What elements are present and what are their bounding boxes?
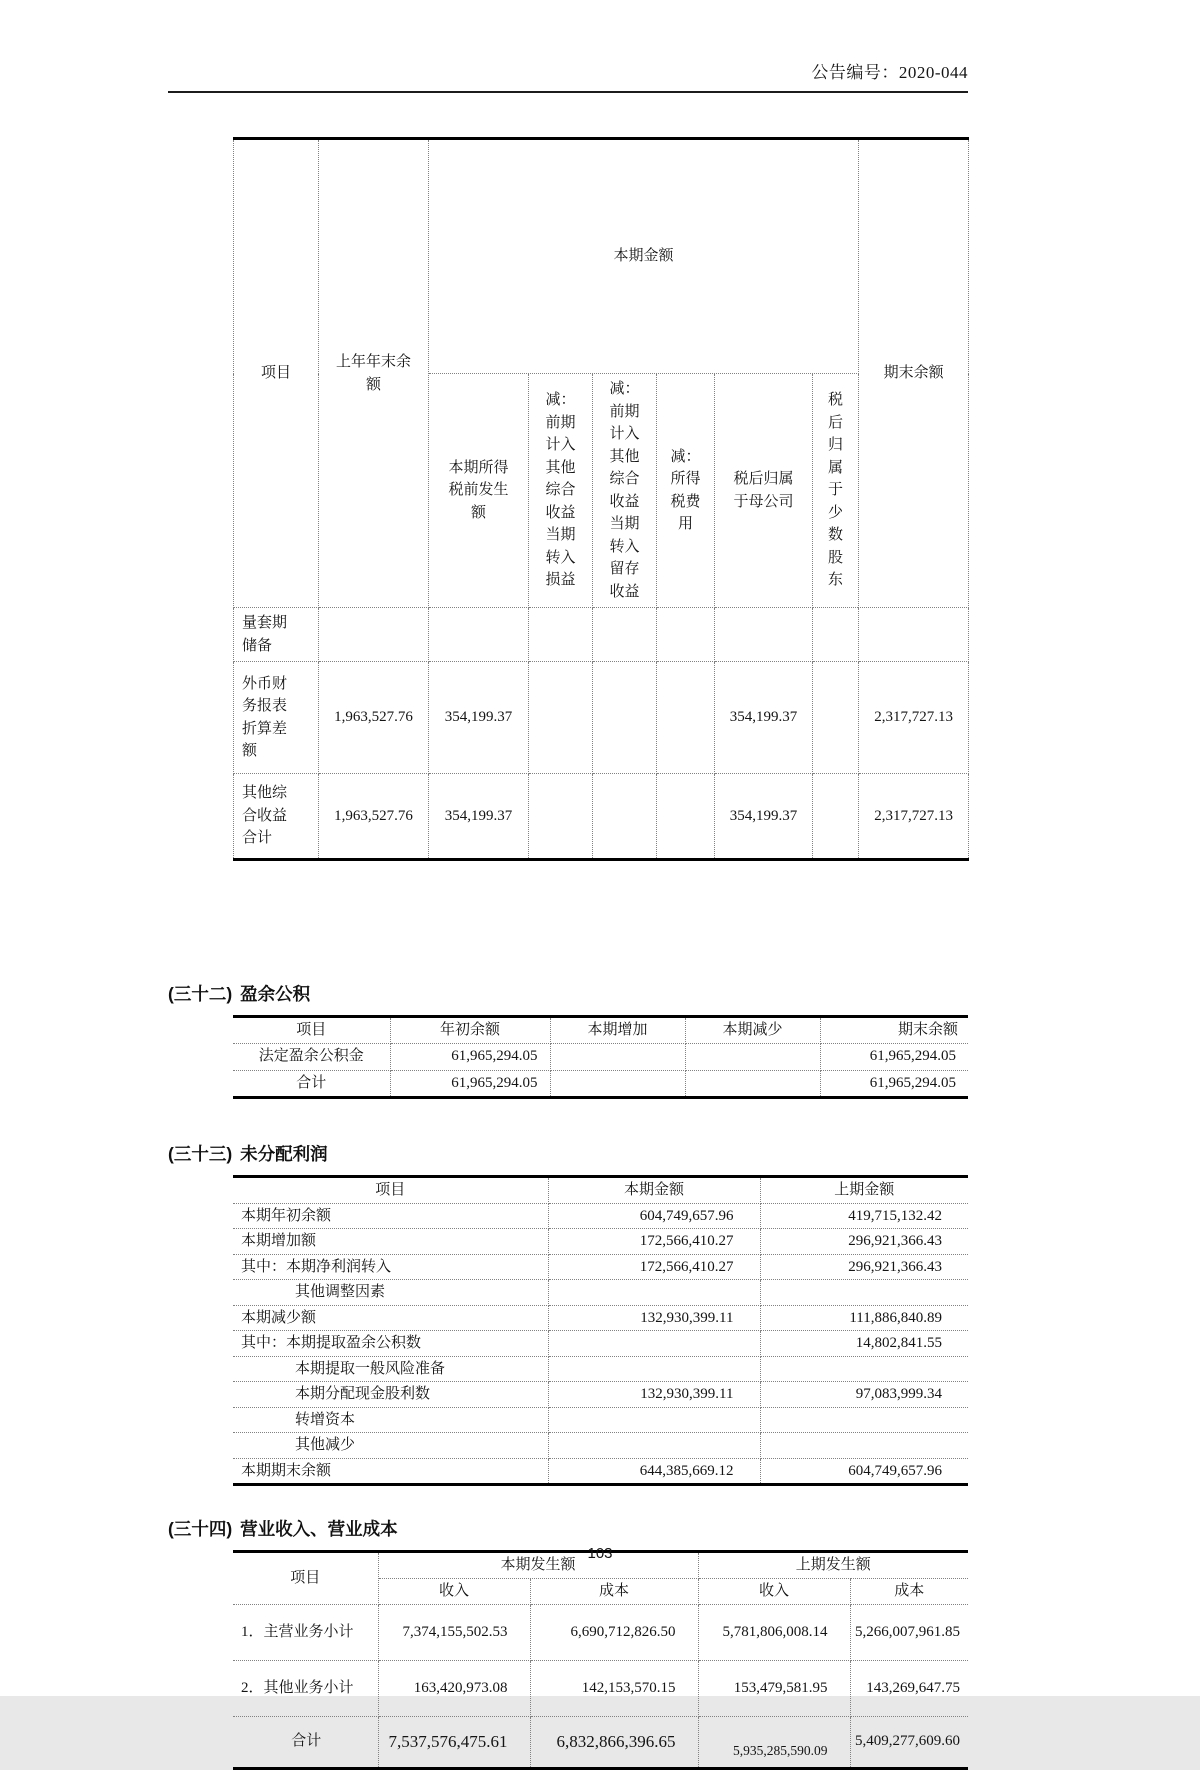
col-header-prior-year-end: 上年年末余额 (319, 139, 429, 608)
cell-value (548, 1407, 760, 1433)
row-label: 1．主营业务小计 (233, 1604, 378, 1660)
cell-value (760, 1280, 968, 1306)
cell-value: 1,963,527.76 (319, 774, 429, 860)
col-header-less-transfer-pl: 减：前期计入其他综合收益当期转入损益 (529, 374, 593, 608)
col-header-cost-prior: 成本 (850, 1578, 968, 1604)
cell-value (657, 608, 715, 662)
cell-value: 2,317,727.13 (859, 662, 969, 774)
col-header-item: 项目 (233, 1017, 390, 1044)
cell-value (548, 1356, 760, 1382)
table-row (234, 774, 969, 860)
cell-value: 296,921,366.43 (760, 1229, 968, 1255)
col-header-increase: 本期增加 (550, 1017, 685, 1044)
section-heading-surplus-reserve (168, 981, 968, 1006)
cell-value: 61,965,294.05 (820, 1043, 968, 1070)
row-label: 外币财务报表折算差额 (234, 662, 319, 774)
cell-value: 142,153,570.15 (530, 1660, 698, 1716)
cell-value (760, 1433, 968, 1459)
cell-value: 6,690,712,826.50 (530, 1604, 698, 1660)
row-label: 本期分配现金股利数 (233, 1382, 548, 1408)
header-rule (168, 91, 968, 93)
cell-value (319, 608, 429, 662)
cell-value (813, 608, 859, 662)
col-header-current-period: 本期金额 (548, 1176, 760, 1203)
cell-value (593, 662, 657, 774)
cell-value: 7,374,155,502.53 (378, 1604, 530, 1660)
col-header-period-end: 期末余额 (859, 139, 969, 608)
table-row (233, 1458, 968, 1485)
oci-header-row (234, 139, 969, 374)
row-label: 合计 (233, 1070, 390, 1097)
cell-value: 61,965,294.05 (820, 1070, 968, 1097)
announcement-number: 公告编号：2020-044 (811, 63, 968, 82)
table-row (233, 1070, 968, 1097)
cell-value (429, 608, 529, 662)
row-label: 其中：本期提取盈余公积数 (233, 1331, 548, 1357)
retained-earnings-table (233, 1175, 968, 1487)
table-row (233, 1356, 968, 1382)
row-label: 法定盈余公积金 (233, 1043, 390, 1070)
cell-value: 354,199.37 (715, 774, 813, 860)
table-row (233, 1203, 968, 1229)
cell-value: 296,921,366.43 (760, 1254, 968, 1280)
row-label: 转增资本 (233, 1407, 548, 1433)
cell-value: 2,317,727.13 (859, 774, 969, 860)
col-header-current-period-group: 本期金额 (429, 139, 859, 374)
cell-value (657, 774, 715, 860)
surplus-header-row (233, 1017, 968, 1044)
row-label: 其他综合收益合计 (234, 774, 319, 860)
cell-value (548, 1433, 760, 1459)
row-label: 其他调整因素 (233, 1280, 548, 1306)
cell-value: 111,886,840.89 (760, 1305, 968, 1331)
row-label: 量套期储备 (234, 608, 319, 662)
col-header-income-current: 收入 (378, 1578, 530, 1604)
cell-value: 5,781,806,008.14 (698, 1604, 850, 1660)
table-row (233, 1305, 968, 1331)
revenue-cost-table (233, 1550, 968, 1770)
section-heading-retained-earnings (168, 1141, 968, 1166)
col-header-item: 项目 (233, 1552, 378, 1605)
table-row (234, 662, 969, 774)
cell-value (859, 608, 969, 662)
cell-value: 419,715,132.42 (760, 1203, 968, 1229)
row-label: 本期期末余额 (233, 1458, 548, 1485)
cell-value: 644,385,669.12 (548, 1458, 760, 1485)
cell-value: 354,199.37 (429, 662, 529, 774)
cell-value (760, 1407, 968, 1433)
section-number: (三十二) (168, 984, 233, 1004)
cell-value: 6,832,866,396.65 (530, 1716, 698, 1768)
cell-value: 163,420,973.08 (378, 1660, 530, 1716)
col-header-decrease: 本期减少 (685, 1017, 820, 1044)
cell-value (813, 774, 859, 860)
cell-value: 97,083,999.34 (760, 1382, 968, 1408)
cell-value: 604,749,657.96 (760, 1458, 968, 1485)
surplus-reserve-table (233, 1015, 968, 1099)
cell-value (685, 1070, 820, 1097)
table-row (233, 1331, 968, 1357)
row-label: 2．其他业务小计 (233, 1660, 378, 1716)
table-row (233, 1407, 968, 1433)
cell-value: 354,199.37 (429, 774, 529, 860)
cell-value: 14,802,841.55 (760, 1331, 968, 1357)
section-heading-revenue-cost (168, 1516, 968, 1541)
cell-value: 5,266,007,961.85 (850, 1604, 968, 1660)
table-row (233, 1382, 968, 1408)
cell-value: 153,479,581.95 (698, 1660, 850, 1716)
row-label: 本期提取一般风险准备 (233, 1356, 548, 1382)
col-header-after-tax-parent: 税后归属于母公司 (715, 374, 813, 608)
col-header-prior-period-group: 上期发生额 (698, 1552, 968, 1579)
cell-value: 61,965,294.05 (390, 1043, 550, 1070)
cell-value (529, 774, 593, 860)
col-header-pretax-amount: 本期所得税前发生额 (429, 374, 529, 608)
row-label: 本期增加额 (233, 1229, 548, 1255)
cell-value: 604,749,657.96 (548, 1203, 760, 1229)
cell-value: 5,409,277,609.60 (850, 1716, 968, 1768)
table-row (233, 1254, 968, 1280)
page-number: 103 (587, 1545, 613, 1562)
cell-value (593, 608, 657, 662)
cell-value (593, 774, 657, 860)
table-row (234, 608, 969, 662)
cell-value (529, 662, 593, 774)
cell-value (760, 1356, 968, 1382)
retained-header-row (233, 1176, 968, 1203)
col-header-item: 项目 (234, 139, 319, 608)
col-header-less-transfer-retained: 减：前期计入其他综合收益当期转入留存收益 (593, 374, 657, 608)
col-header-opening-balance: 年初余额 (390, 1017, 550, 1044)
col-header-after-tax-minority: 税后归属于少数股东 (813, 374, 859, 608)
row-label: 合计 (233, 1716, 378, 1768)
cell-value: 5,935,285,590.09 (698, 1716, 850, 1768)
cell-value: 132,930,399.11 (548, 1305, 760, 1331)
cell-value (813, 662, 859, 774)
cell-value: 61,965,294.05 (390, 1070, 550, 1097)
cell-value: 132,930,399.11 (548, 1382, 760, 1408)
cell-value: 7,537,576,475.61 (378, 1716, 530, 1768)
section-number: (三十四) (168, 1519, 233, 1539)
col-header-less-income-tax: 减：所得税费用 (657, 374, 715, 608)
section-title: 未分配利润 (240, 1143, 328, 1164)
section-title: 盈余公积 (240, 984, 311, 1004)
cell-value (550, 1043, 685, 1070)
cell-value: 1,963,527.76 (319, 662, 429, 774)
cell-value: 354,199.37 (715, 662, 813, 774)
cell-value (550, 1070, 685, 1097)
cell-value (529, 608, 593, 662)
col-header-closing-balance: 期末余额 (820, 1017, 968, 1044)
table-row (233, 1043, 968, 1070)
table-row (233, 1229, 968, 1255)
section-title: 营业收入、营业成本 (240, 1519, 398, 1539)
col-header-current-period-group: 本期发生额 (378, 1552, 698, 1579)
section-number: (三十三) (168, 1143, 233, 1164)
cell-value (685, 1043, 820, 1070)
table-row (233, 1660, 968, 1716)
cell-value (548, 1331, 760, 1357)
row-label: 其他减少 (233, 1433, 548, 1459)
col-header-item: 项目 (233, 1176, 548, 1203)
table-row (233, 1280, 968, 1306)
row-label: 其中：本期净利润转入 (233, 1254, 548, 1280)
cell-value (715, 608, 813, 662)
cell-value: 143,269,647.75 (850, 1660, 968, 1716)
cell-value (548, 1280, 760, 1306)
row-label: 本期减少额 (233, 1305, 548, 1331)
cell-value: 172,566,410.27 (548, 1254, 760, 1280)
oci-table (233, 137, 969, 861)
col-header-prior-period: 上期金额 (760, 1176, 968, 1203)
cell-value: 172,566,410.27 (548, 1229, 760, 1255)
table-row (233, 1716, 968, 1768)
col-header-cost-current: 成本 (530, 1578, 698, 1604)
table-row (233, 1433, 968, 1459)
row-label: 本期年初余额 (233, 1203, 548, 1229)
cell-value (657, 662, 715, 774)
table-row (233, 1604, 968, 1660)
col-header-income-prior: 收入 (698, 1578, 850, 1604)
